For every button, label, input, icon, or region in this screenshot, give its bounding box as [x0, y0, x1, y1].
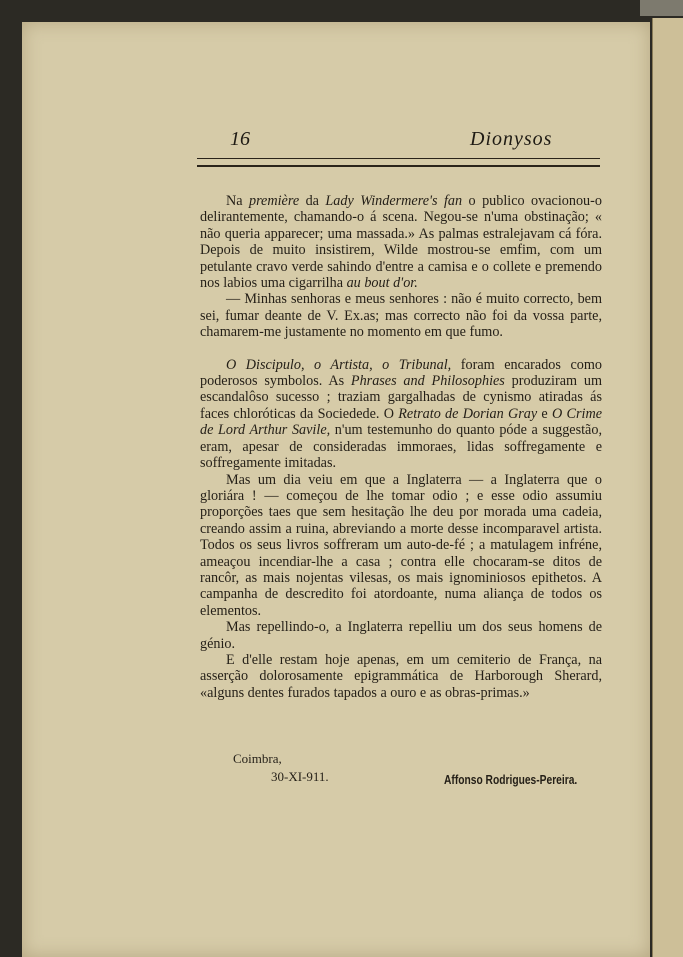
closing-block	[22, 751, 650, 811]
paragraph-symbols: O Discipulo, o Artista, o Tribunal, foram encarados como poderosos symbolos. As Phrases and Philosophies produziram um escandalôso sucesso ; traziam gargalhadas de cynismo atiradas ás faces chloróticas da Sociedede. O Retrato de Dorian Gray e O Crime de Lord Arthur Savile, n'um testemunho do quanto póde a suggestão, eram, apesar de consideradas immoraes, lidas soffregamente e soffregamente imitadas.	[200, 356, 602, 472]
paragraph-premiere: Na première da Lady Windermere's fan o publico ovacionou-o delirantemente, chamando-o á scena. Negou-se n'uma obstinação; « não queria apparecer; uma massada.» As palmas estralejavam cá fóra. Depois de muito insistirem, Wilde mostrou-se emfim, com um petulante cravo verde sahindo d'entre a camisa e o collete e premendo nos labios uma cigarrilha au bout d'or.	[200, 193, 602, 292]
article-body	[200, 193, 602, 701]
date-line: 30-XI-911.	[271, 769, 329, 784]
paragraph-genius: Mas repellindo-o, a Inglaterra repelliu um dos seus homens de génio.	[200, 619, 602, 652]
running-title: Dionysos	[470, 128, 553, 150]
page-number: 16	[230, 128, 250, 150]
author-signature: Affonso Rodrigues-Pereira.	[444, 773, 578, 787]
paragraph-remains: E d'elle restam hoje apenas, em um cemiterio de França, na asserção dolorosamente epigrammática de Harborough Sherard, «alguns dentes furados tapados a ouro e as obras-primas.»	[200, 651, 602, 701]
place-line: Coimbra,	[233, 751, 282, 766]
book-page	[22, 22, 650, 957]
header-rule	[197, 158, 600, 167]
adjacent-page-edge	[652, 18, 683, 957]
paragraph-wilde-speech: — Minhas senhoras e meus senhores : não é muito correcto, bem sei, fumar deante de V. Ex.as; mas correcto não foi da vossa parte, chamarem-me justamente no momento em que fumo.	[200, 291, 602, 341]
paragraph-england: Mas um dia veiu em que a Inglaterra — a Inglaterra que o gloriára ! — começou de lhe tomar odio ; e esse odio assumiu proporções taes que sem hesitação lhe deu por morada uma cadeia, creando assim a ruina, abreviando a morte desse incomparavel artista. Todos os seus livros soffreram um auto-de-fé ; a matulagem infréne, ameaçou incendiar-lhe a casa ; contra elle chocaram-se ditos de rancôr, as mais nojentas vilesas, os mais ignominiosos epithetos. A campanha de descredito foi atordoante, numa aliança de todos os elementos.	[200, 471, 602, 619]
binding-edge	[640, 0, 683, 16]
page-header	[22, 122, 650, 162]
